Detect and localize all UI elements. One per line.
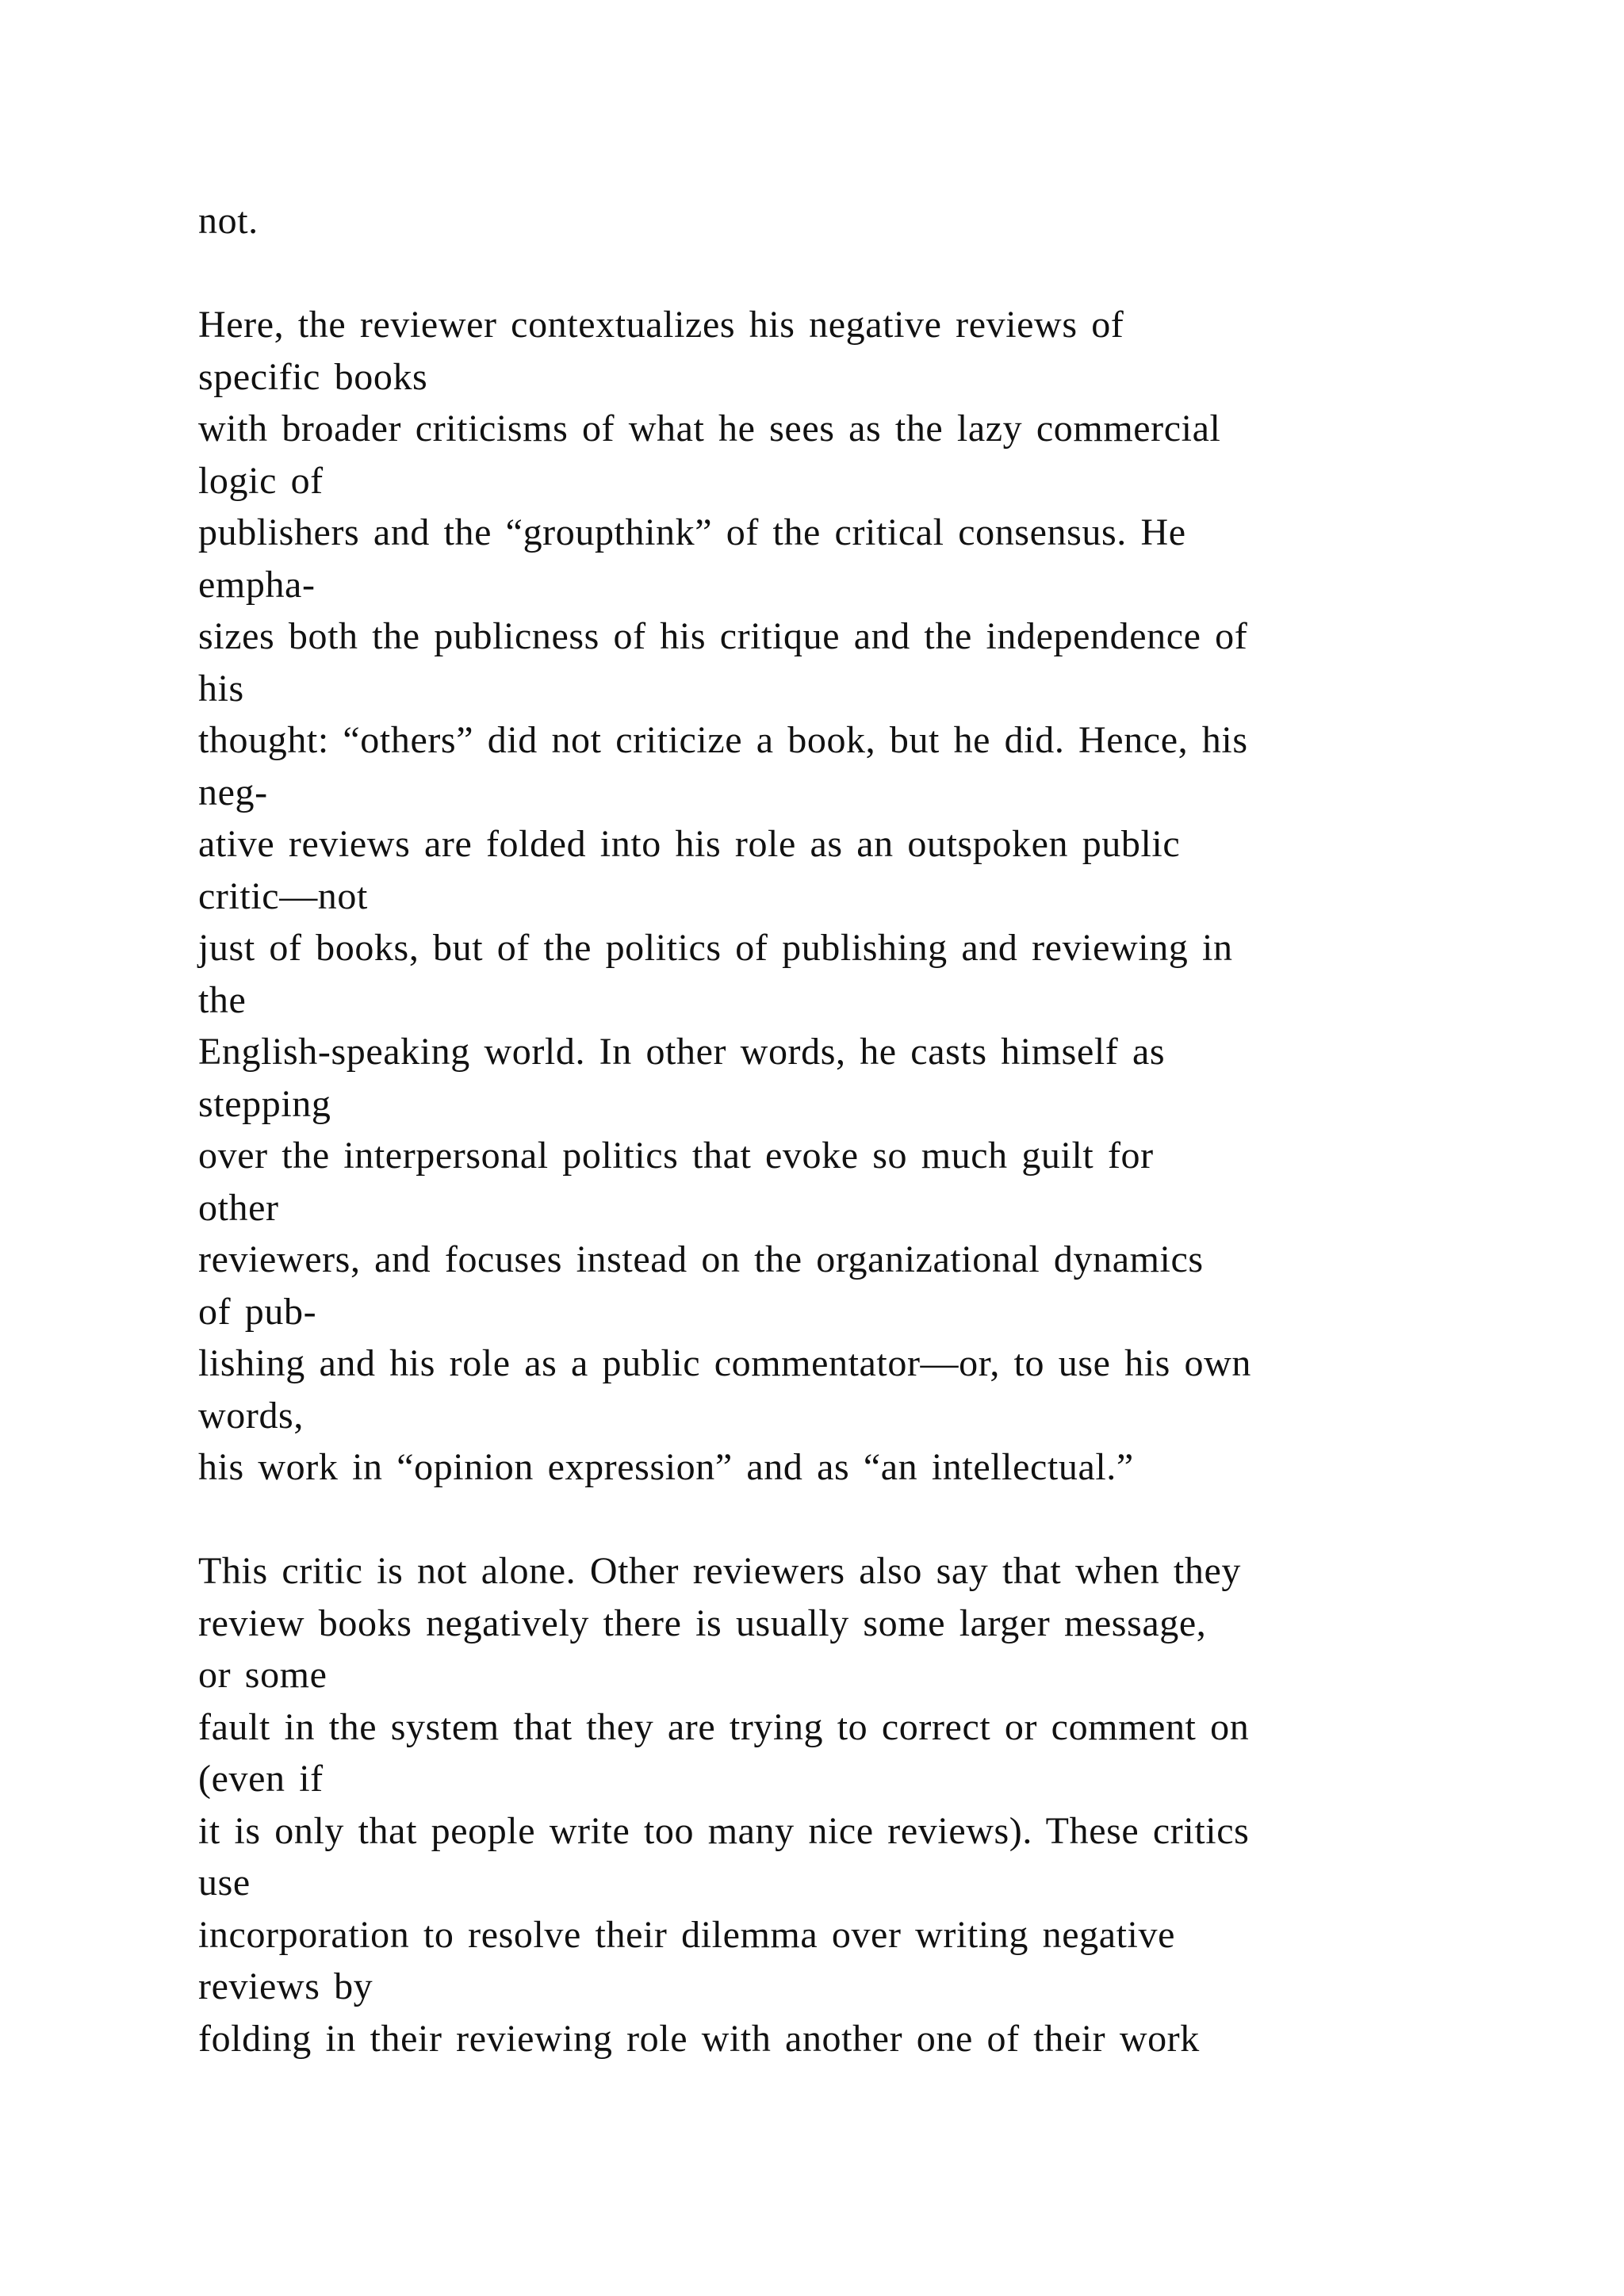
text-line: Here, the reviewer contextualizes his negative reviews of: [198, 304, 1124, 346]
text-line: English-speaking world. In other words, he casts himself as: [198, 1031, 1166, 1073]
text-line: other: [198, 1186, 279, 1229]
text-line: reviewers, and focuses instead on the organizational dynamics: [198, 1238, 1204, 1280]
text-line: it is only that people write too many nice reviews). These critics: [198, 1809, 1250, 1852]
text-line: logic of: [198, 459, 324, 502]
text-line: (even if: [198, 1758, 324, 1800]
text-line: his: [198, 667, 244, 710]
text-line: reviews by: [198, 1965, 373, 2007]
text-line: empha-: [198, 563, 316, 606]
text-line: just of books, but of the politics of publishing and reviewing in: [198, 927, 1233, 969]
text-line: fault in the system that they are trying to correct or comment on: [198, 1705, 1250, 1748]
text-line: his work in “opinion expression” and as “an intellectual.”: [198, 1446, 1134, 1488]
text-line: thought: “others” did not criticize a book, but he did. Hence, his: [198, 719, 1248, 761]
text-line: neg-: [198, 771, 268, 813]
text-line: This critic is not alone. Other reviewers also say that when they: [198, 1550, 1241, 1592]
text-line: lishing and his role as a public commentator—or, to use his own: [198, 1342, 1252, 1384]
text-line: sizes both the publicness of his critique and the independence of: [198, 615, 1248, 657]
paragraph-break: [198, 1494, 1594, 1546]
text-line: with broader criticisms of what he sees as the lazy commercial: [198, 408, 1221, 450]
text-line: publishers and the “groupthink” of the critical consensus. He: [198, 511, 1186, 553]
text-line: words,: [198, 1394, 304, 1437]
text-line: review books negatively there is usually some larger message,: [198, 1601, 1207, 1644]
text-line: or some: [198, 1654, 327, 1696]
paragraph-break: [198, 247, 1594, 300]
text-line: stepping: [198, 1082, 331, 1125]
text-line: the: [198, 978, 247, 1021]
text-line: specific books: [198, 355, 428, 398]
body-text: [198, 195, 1594, 2064]
text-line: folding in their reviewing role with another one of their work: [198, 2017, 1200, 2060]
text-line: critic—not: [198, 874, 368, 917]
text-line: incorporation to resolve their dilemma over writing negative: [198, 1913, 1175, 1956]
text-line: over the interpersonal politics that evoke so much guilt for: [198, 1135, 1154, 1177]
text-line: use: [198, 1862, 251, 1904]
text-line: ative reviews are folded into his role as an outspoken public: [198, 823, 1181, 865]
text-line: not.: [198, 200, 259, 242]
text-line: of pub-: [198, 1290, 317, 1333]
